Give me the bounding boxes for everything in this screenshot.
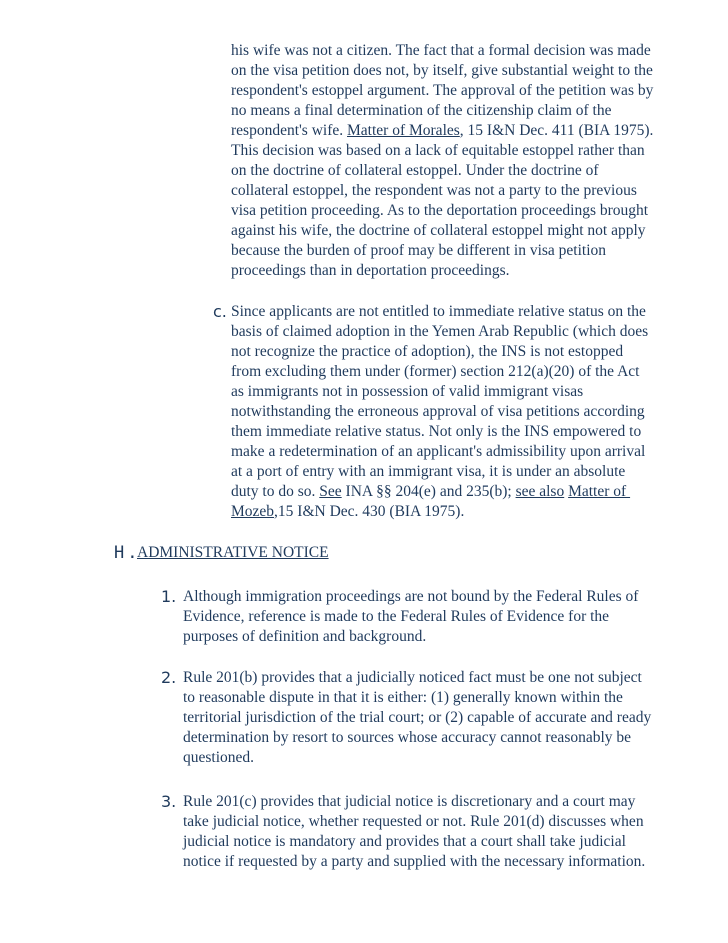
signal-see-also: see also [515, 483, 565, 500]
text-line: respondent's estoppel argument. The approval of the petition was by [231, 82, 654, 99]
text-segment: respondent's wife. [231, 122, 348, 139]
case-citation-matter-of: Matter of [568, 483, 631, 500]
section-heading: ADMINISTRATIVE NOTICE [137, 544, 329, 561]
text-line: from excluding them under (former) section 212(a)(20) of the Act [231, 363, 640, 380]
text-line: collateral estoppel, the respondent was not a party to the previous [231, 182, 637, 199]
text-line: take judicial notice, whether requested or not. Rule 201(d) discusses when [183, 813, 644, 830]
text-line: against his wife, the doctrine of collateral estoppel might not apply [231, 222, 646, 239]
text-segment: INA §§ 204(e) and 235(b); [341, 483, 516, 500]
text-line: on the doctrine of collateral estoppel. Under the doctrine of [231, 162, 599, 179]
text-line: notice if requested by a party and supplied with the necessary information. [183, 853, 646, 870]
text-segment: ,15 I&N Dec. 430 (BIA 1975). [274, 503, 465, 520]
text-line: basis of claimed adoption in the Yemen Arab Republic (which does [231, 323, 649, 340]
text-line: at a port of entry with an immigrant visa, it is under an absolute [231, 463, 626, 480]
text-line: Although immigration proceedings are not bound by the Federal Rules of [183, 588, 639, 605]
section-marker-h: H. [114, 543, 141, 563]
text-line: purposes of definition and background. [183, 628, 427, 645]
signal-see: See [319, 483, 342, 500]
text-line: territorial jurisdiction of the trial court; or (2) capable of accurate and ready [183, 709, 652, 726]
text-segment: duty to do so. [231, 483, 320, 500]
text-line: on the visa petition does not, by itself, give substantial weight to the [231, 62, 653, 79]
text-line: make a redetermination of an applicant's admissibility upon arrival [231, 443, 646, 460]
case-citation-mozeb: Mozeb [231, 503, 275, 520]
paragraph-b-continued [231, 41, 653, 281]
text-line: proceedings than in deportation proceedings. [231, 262, 510, 279]
text-line: Since applicants are not entitled to immediate relative status on the [231, 303, 646, 320]
text-line: his wife was not a citizen. The fact that a formal decision was made [231, 42, 651, 59]
list-item-2 [183, 668, 651, 768]
list-marker-1: 1. [161, 587, 177, 606]
text-line: no means a final determination of the citizenship claim of the [231, 102, 612, 119]
text-line: them immediate relative status. Not only is the INS empowered to [231, 423, 642, 440]
text-line: determination by resort to sources whose accuracy cannot reasonably be [183, 729, 632, 746]
list-marker-3: 3. [161, 792, 177, 811]
citation-line-mozeb [231, 502, 648, 522]
list-item-3 [183, 792, 645, 872]
text-line: questioned. [183, 749, 255, 766]
list-marker-c: c. [213, 302, 227, 321]
text-line: visa petition proceeding. As to the deportation proceedings brought [231, 202, 649, 219]
text-line: notwithstanding the erroneous approval of visa petitions according [231, 403, 645, 420]
list-marker-2: 2. [161, 668, 177, 687]
text-line: Rule 201(b) provides that a judicially noticed fact must be one not subject [183, 669, 642, 686]
text-line: Rule 201(c) provides that judicial notice is discretionary and a court may [183, 793, 636, 810]
text-line: because the burden of proof may be different in visa petition [231, 242, 607, 259]
text-line: This decision was based on a lack of equitable estoppel rather than [231, 142, 645, 159]
text-line: to reasonable dispute in that it is either: (1) generally known within the [183, 689, 623, 706]
text-line: not recognize the practice of adoption), the INS is not estopped [231, 343, 624, 360]
case-citation-morales: Matter of Morales [347, 122, 460, 139]
citation-line-see [231, 482, 648, 502]
list-item-1 [183, 587, 638, 647]
text-line: judicial notice is mandatory and provides that a court shall take judicial [183, 833, 626, 850]
text-segment: , 15 I&N Dec. 411 (BIA 1975). [459, 122, 654, 139]
citation-line-morales [231, 121, 653, 141]
paragraph-c [231, 302, 648, 522]
text-line: as immigrants not in possession of valid immigrant visas [231, 383, 584, 400]
text-line: Evidence, reference is made to the Federal Rules of Evidence for the [183, 608, 610, 625]
